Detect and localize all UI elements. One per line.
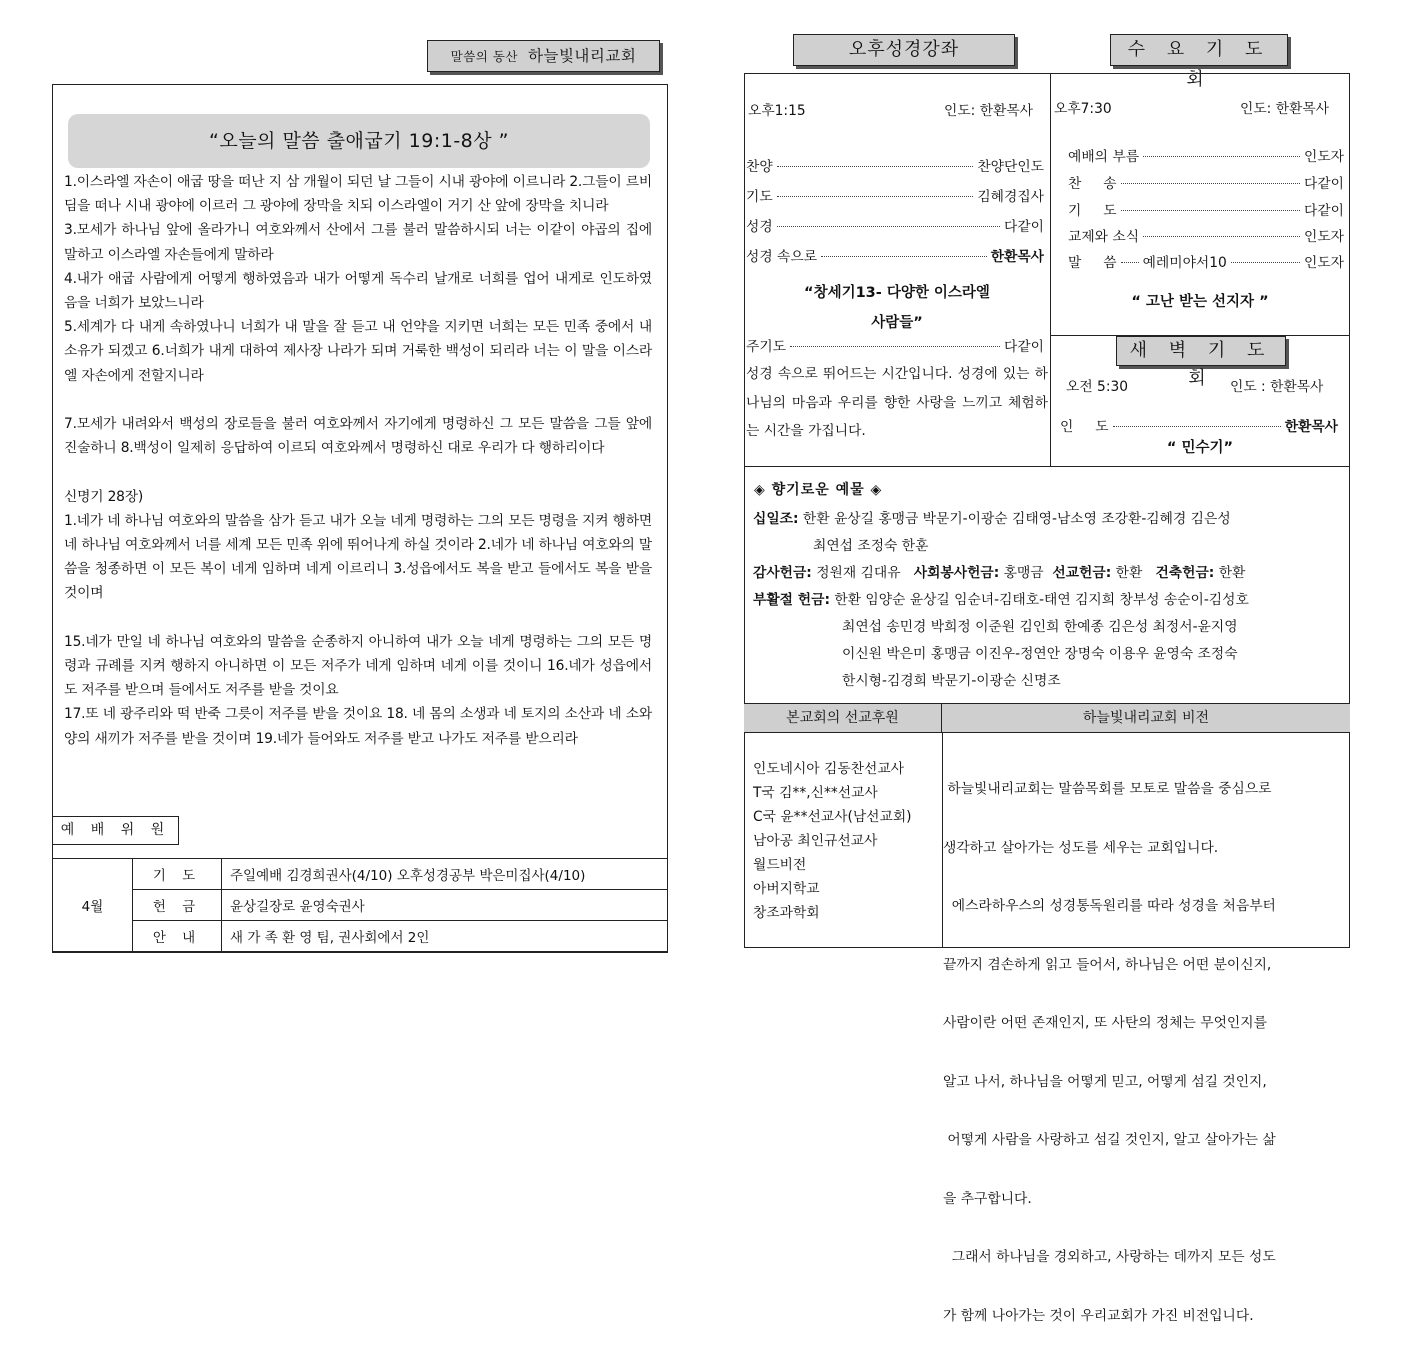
leader-dots [790, 346, 1000, 347]
leader-dots [1121, 210, 1300, 211]
paragraph-gap [64, 388, 652, 412]
order-value: 인도자 [1304, 229, 1344, 245]
duty-role: 기 도 [133, 859, 222, 890]
order-value: 다같이 [1004, 219, 1044, 235]
order-item [746, 335, 1044, 355]
order-item [1068, 199, 1344, 219]
dawn-leader: 인도 : 한환목사 [1230, 379, 1324, 395]
offerings-title: ◈ 향기로운 예물 ◈ [754, 482, 883, 498]
easter-line: 최연섭 송민경 박희정 이준원 김인희 한예종 김은성 최정서-윤지영 [842, 619, 1238, 635]
order-item [1068, 172, 1344, 192]
vision-line: 을 추구합니다. [943, 1190, 1032, 1207]
wednesday-time: 오후7:30 [1054, 101, 1112, 117]
leader-dots [777, 166, 974, 167]
scripture-paragraph: 17.또 네 광주리와 떡 반죽 그릇이 저주를 받을 것이요 18. 네 몸의 소생과 네 토지의 소산과 네 소와 양의 새끼가 저주를 받을 것이며 19.네가 들어와도 저주를 받고 나가도 저주를 받으리라 [64, 706, 652, 747]
order-label: 말 씀 [1068, 255, 1117, 271]
leader-dots [777, 196, 974, 197]
vision-line: 끝까지 겸손하게 읽고 들어서, 하나님은 어떤 분이신지, [943, 956, 1272, 973]
paragraph-gap [64, 606, 652, 630]
offering-names: 정원재 김대유 [816, 565, 901, 581]
order-label: 성경 속으로 [746, 249, 818, 265]
duty-table [52, 858, 668, 952]
scripture-paragraph: 15.네가 만일 네 하나님 여호와의 말씀을 순종하지 아니하여 내가 오늘 네게 명령하는 그의 모든 명령과 규례를 지켜 행하지 아니하면 이 모든 저주가 네게 임하며 네게 이를 것이니 16.네가 성읍에서도 저주를 받으며 들에서도 저주를 받을 것이요 [64, 633, 652, 699]
order-label: 찬양 [746, 159, 773, 175]
offerings-frame [744, 467, 1350, 704]
duty-assignee: 주일예배 김경희권사(4/10) 오후성경공부 박은미집사(4/10) [222, 859, 668, 890]
dawn-sermon-title: “ 민수기” [1166, 440, 1234, 456]
vision-text [943, 741, 1347, 1346]
dawn-prayer-header: 새 벽 기 도 회 [1116, 336, 1286, 366]
order-value: 한환목사 [1284, 419, 1338, 435]
easter-line [753, 590, 1249, 610]
order-label: 성경 [746, 219, 773, 235]
order-value: 다같이 [1304, 203, 1344, 219]
duty-assignee: 새 가 족 환 영 팀, 권사회에서 2인 [222, 921, 668, 952]
scripture-paragraph: 5.세계가 다 내게 속하였나니 너희가 내 말을 잘 듣고 내 언약을 지키면 너희는 모든 민족 중에서 내 소유가 되겠고 6.너희가 내게 대하여 제사장 나라가 되며 거룩한 백성이 되리라 너는 이 말을 이스라엘 자손에게 전할지니라 [64, 319, 652, 384]
vision-line: 알고 나서, 하나님을 어떻게 믿고, 어떻게 섬길 것인지, [943, 1073, 1267, 1090]
offering-label: 건축헌금: [1155, 565, 1215, 581]
list-item: 아버지학교 [753, 881, 820, 897]
order-label: 찬 송 [1068, 176, 1117, 192]
order-value: 다같이 [1304, 176, 1344, 192]
column-divider [1050, 73, 1051, 467]
table-row [53, 859, 668, 890]
vision-header: 하늘빛내리교회 비전 [942, 704, 1350, 733]
church-header [427, 40, 660, 72]
leader-dots [821, 256, 987, 257]
offering-label: 감사헌금: [753, 565, 812, 581]
leader-dots [1121, 262, 1139, 263]
scripture-paragraph: 4.내가 애굽 사람에게 어떻게 행하였음과 내가 어떻게 독수리 날개로 너희를 업어 내게로 인도하였음을 너희가 보았느니라 [64, 270, 652, 312]
order-value: 인도자 [1304, 149, 1344, 165]
vision-line: 사람이란 어떤 존재인지, 또 사탄의 정체는 무엇인지를 [943, 1015, 1267, 1031]
order-label: 기도 [746, 189, 773, 205]
order-item [1060, 415, 1338, 435]
order-value: 다같이 [1004, 339, 1044, 355]
afternoon-description: 성경 속으로 뛰어드는 시간입니다. 성경에 있는 하나님의 마음과 우리를 향한 사랑을 느끼고 체험하는 시간을 가집니다. [746, 366, 1048, 439]
duty-role: 안 내 [133, 921, 222, 952]
leader-dots [1231, 262, 1300, 263]
offering-names: 한환 윤상길 홍맹금 박문기-이광순 김태영-남소영 조강환-김혜경 김은성 [802, 511, 1231, 527]
lecture-title-line: “창세기13- 다양한 이스라엘 [804, 285, 990, 301]
order-value: 한환목사 [990, 249, 1044, 265]
easter-line: 한시형-김경희 박문기-이광순 신명조 [842, 673, 1061, 689]
duty-role: 헌 금 [133, 890, 222, 921]
vision-line: 에스라하우스의 성경통독원리를 따라 성경을 처음부터 [943, 898, 1276, 914]
church-slogan: 말씀의 동산 [450, 49, 519, 64]
list-item: C국 윤**선교사(남선교회) [753, 809, 912, 825]
afternoon-lecture-header: 오후성경강좌 [793, 34, 1015, 66]
order-label: 예배의 부름 [1068, 149, 1140, 165]
worship-committee-label: 예 배 위 원 [52, 816, 179, 845]
wednesday-sermon-title: “ 고난 받는 선지자 ” [1131, 294, 1269, 310]
missions-list [753, 757, 912, 925]
table-row [53, 890, 668, 921]
leader-dots [777, 226, 1000, 227]
vision-line: 어떻게 사람을 사랑하고 섬길 것인지, 알고 살아가는 삶 [943, 1132, 1276, 1148]
offering-line [753, 563, 1245, 583]
order-item [746, 215, 1044, 235]
offering-label: 십일조: [753, 511, 799, 527]
order-item [746, 185, 1044, 205]
order-value: 찬양단인도 [977, 159, 1044, 175]
list-item: T국 김**,신**선교사 [753, 785, 878, 801]
wednesday-prayer-header: 수 요 기 도 회 [1110, 34, 1288, 66]
scripture-paragraph: 3.모세가 하나님 앞에 올라가니 여호와께서 산에서 그를 불러 말씀하시되 너는 이같이 야곱의 집에 말하고 이스라엘 자손들에게 말하라 [64, 222, 652, 263]
list-item: 인도네시아 김동찬선교사 [753, 761, 904, 777]
offering-names: 홍맹금 [1003, 565, 1044, 581]
scripture-text [64, 170, 652, 751]
order-item [746, 155, 1044, 175]
order-label: 주기도 [746, 339, 786, 355]
wednesday-leader: 인도: 한환목사 [1240, 101, 1330, 117]
vision-line: 하늘빛내리교회는 말씀목회를 모토로 말씀을 중심으로 [943, 781, 1272, 797]
church-name: 하늘빛내리교회 [528, 47, 637, 65]
vision-line: 생각하고 살아가는 성도를 세우는 교회입니다. [943, 839, 1219, 856]
tithe-line [753, 509, 1231, 529]
order-value: 김혜경집사 [977, 189, 1044, 205]
table-row [53, 921, 668, 952]
afternoon-leader: 인도: 한환목사 [944, 103, 1034, 119]
list-item: 월드비전 [753, 857, 807, 873]
leader-dots [1121, 183, 1300, 184]
order-label: 기 도 [1068, 203, 1117, 219]
offering-label: 사회봉사헌금: [913, 565, 1000, 581]
afternoon-time: 오후1:15 [748, 103, 806, 119]
lecture-title-line: 사람들” [871, 315, 923, 331]
scripture-paragraph: 7.모세가 내려와서 백성의 장로들을 불러 여호와께서 자기에게 명령하신 그 모든 말씀을 그들 앞에 진술하니 8.백성이 일제히 응답하여 이르되 여호와께서 명령하신 대로 우리가 다 행하리이다 [64, 416, 652, 457]
order-item [1068, 251, 1344, 271]
duty-month: 4월 [53, 859, 133, 952]
order-item [746, 245, 1044, 265]
offering-label: 선교헌금: [1052, 565, 1112, 581]
easter-line: 이신원 박은미 홍맹금 이진우-정연안 장명숙 이용우 윤영숙 조정숙 [842, 646, 1238, 662]
vision-line: 그래서 하나님을 경외하고, 사랑하는 데까지 모든 성도 [943, 1249, 1276, 1265]
order-item [1068, 225, 1344, 245]
list-item: 창조과학회 [753, 905, 820, 921]
duty-assignee: 윤상길장로 윤영숙권사 [222, 890, 668, 921]
vision-line: 가 함께 나아가는 것이 우리교회가 가진 비전입니다. [943, 1307, 1254, 1324]
order-label: 인 도 [1060, 419, 1109, 435]
leader-dots [1143, 236, 1300, 237]
order-label: 교제와 소식 [1068, 229, 1140, 245]
offering-names: 한환 [1115, 565, 1143, 581]
offering-label: 부활절 헌금: [753, 592, 830, 608]
tithe-line: 최연섭 조정숙 한훈 [813, 538, 929, 554]
order-item [1068, 145, 1344, 165]
order-passage: 예레미야서10 [1142, 255, 1227, 271]
list-item: 남아공 최인규선교사 [753, 833, 878, 849]
offering-names: 한환 [1218, 565, 1246, 581]
missions-header: 본교회의 선교후원 [744, 704, 942, 733]
leader-dots [1113, 426, 1281, 427]
leader-dots [1143, 156, 1300, 157]
scripture-paragraph: 1.네가 네 하나님 여호와의 말씀을 삼가 듣고 내가 오늘 네게 명령하는 그의 모든 명령을 지켜 행하면 네 하나님 여호와께서 너를 세계 모든 민족 위에 뛰어나게 하실 것이라 2.네가 네 하나님 여호와의 말씀을 청종하면 이 모든 복이 네게 임하며 네게 이르리니 3.성읍에서도 복을 받고 들에서도 복을 받을 것이며 [64, 512, 652, 602]
offering-names: 한환 임양순 윤상길 임순녀-김태호-태연 김지희 창부성 송순이-김성호 [834, 592, 1249, 608]
scripture-paragraph: 1.이스라엘 자손이 애굽 땅을 떠난 지 삼 개월이 되던 날 그들이 시내 광야에 이르니라 2.그들이 르비딤을 떠나 시내 광야에 이르러 그 광야에 장막을 치되 이스라엘이 거기 산 앞에 장막을 치니라 [64, 174, 652, 215]
todays-word-title: “오늘의 말씀 출애굽기 19:1-8상 ” [68, 114, 650, 168]
scripture-heading: 신명기 28장) [64, 488, 144, 505]
order-value: 인도자 [1304, 255, 1344, 271]
paragraph-gap [64, 460, 652, 484]
dawn-time: 오전 5:30 [1066, 379, 1129, 395]
